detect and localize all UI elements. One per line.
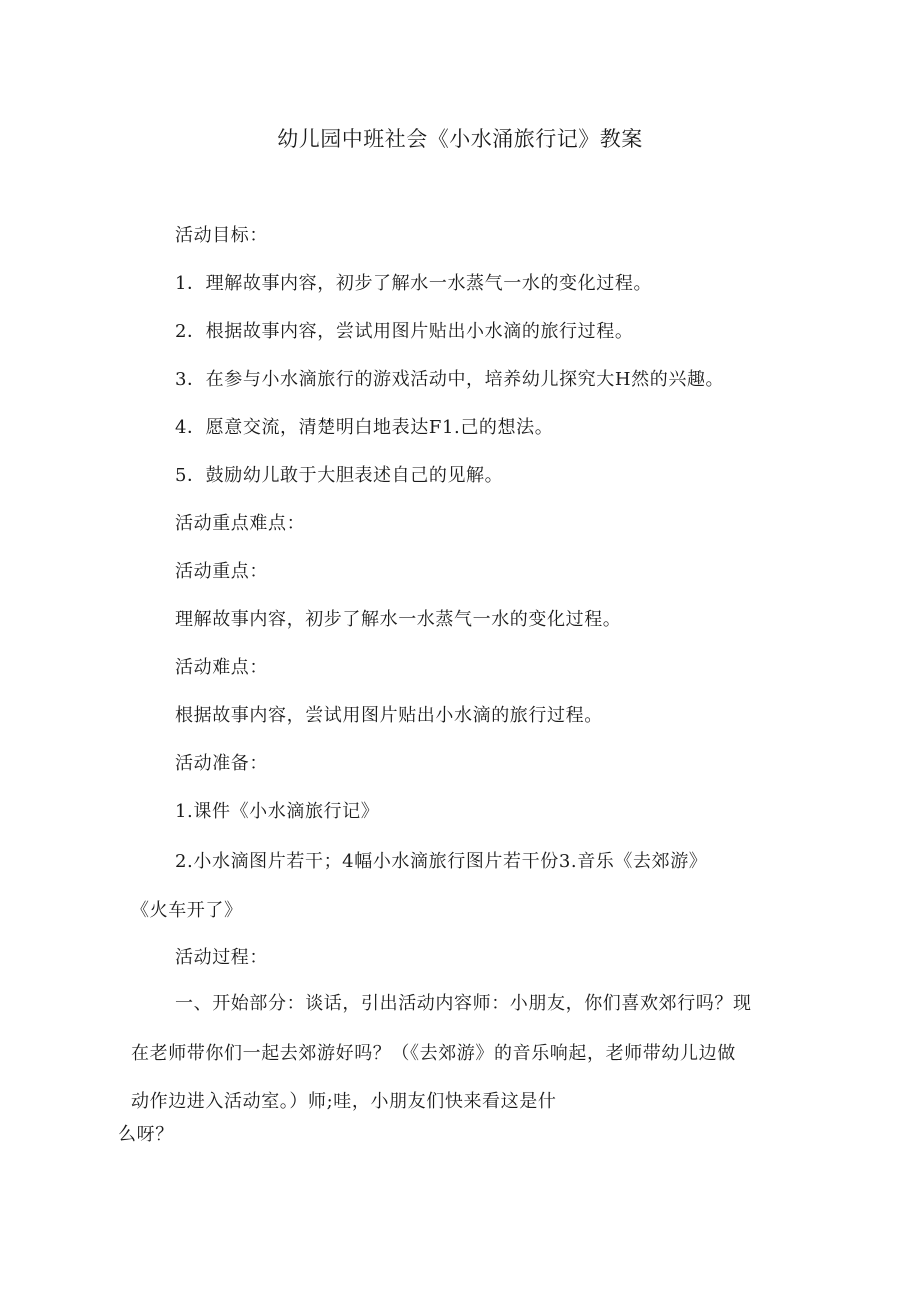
section-heading-key-points: 活动重点难点： [175,513,306,534]
section-heading-goals: 活动目标： [175,225,268,246]
difficulty-text: 根据故事内容，尝试用图片贴出小水滴的旅行过程。 [175,705,603,726]
section-heading-process: 活动过程： [175,947,268,968]
process-paragraph-line-2: 在老师带你们一起去郊游好吗？（《去郊游》的音乐响起，老师带幼儿边做 [131,1043,736,1064]
process-paragraph-line-4: 么呀？ [118,1124,174,1145]
goal-item-2: 2．根据故事内容，尝试用图片贴出小水滴的旅行过程。 [175,321,634,342]
process-paragraph-line-1: 一、开始部分：谈话，引出活动内容师：小朋友，你们喜欢郊行吗？现 [175,993,752,1014]
preparation-item-1: 1.课件《小水滴旅行记》 [175,801,380,822]
goal-item-5: 5．鼓励幼儿敢于大胆表述自己的见解。 [175,465,504,486]
goal-item-3: 3．在参与小水滴旅行的游戏活动中，培养幼儿探究大H然的兴趣。 [175,369,725,390]
section-heading-preparation: 活动准备： [175,753,268,774]
goal-item-4: 4．愿意交流，清楚明白地表达F1.己的想法。 [175,417,554,438]
preparation-item-2-continued: 《火车开了》 [131,900,243,921]
process-paragraph-line-3: 动作边进入活动室。）师;哇，小朋友们快来看这是什 [131,1091,557,1112]
document-title: 幼儿园中班社会《小水涌旅行记》教案 [277,127,643,151]
subheading-difficulty: 活动难点： [175,657,268,678]
goal-item-1: 1．理解故事内容，初步了解水一水蒸气一水的变化过程。 [175,273,653,294]
preparation-item-2: 2.小水滴图片若干；4幅小水滴旅行图片若干份3.音乐《去郊游》 [175,851,708,872]
subheading-key-point: 活动重点： [175,561,268,582]
key-point-text: 理解故事内容，初步了解水一水蒸气一水的变化过程。 [175,609,622,630]
